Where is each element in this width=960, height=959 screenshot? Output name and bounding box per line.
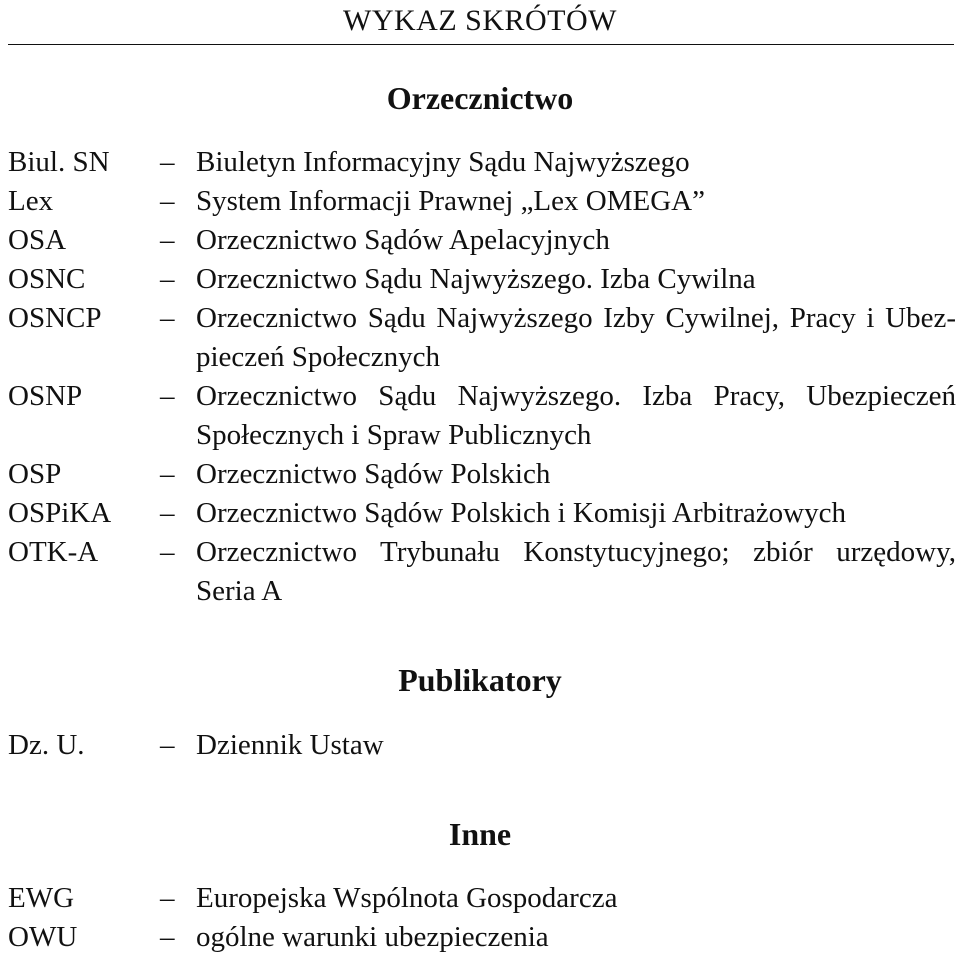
definition [196, 299, 956, 377]
abbreviation: OSNP [8, 380, 83, 412]
abbreviation-entry [0, 377, 960, 455]
abbreviation-entry [0, 299, 960, 377]
definition-line: Biuletyn Informacyjny Sądu Najwyższego [196, 146, 690, 178]
dash: – [160, 263, 175, 295]
abbreviation-entry [0, 879, 960, 918]
definition-line: Orzecznictwo Sądu Najwyższego Izby Cywilnej, Pracy i Ubez- [196, 302, 956, 334]
dash: – [160, 536, 175, 568]
definition [196, 494, 956, 533]
dash: – [160, 882, 175, 914]
definition-line: Orzecznictwo Sądów Apelacyjnych [196, 224, 610, 256]
definition [196, 221, 956, 260]
abbreviation-entry [0, 726, 960, 765]
definition-line: Orzecznictwo Sądów Polskich i Komisji Arbitrażowych [196, 497, 846, 529]
dash: – [160, 729, 175, 761]
abbreviation: Dz. U. [8, 729, 85, 761]
abbreviation: OWU [8, 921, 78, 953]
definition-line: ogólne warunki ubezpieczenia [196, 921, 549, 953]
definition-line: Orzecznictwo Trybunału Konstytucyjnego; zbiór urzędowy, [196, 536, 956, 568]
abbreviation-entry [0, 533, 960, 611]
abbreviation: OTK-A [8, 536, 99, 568]
section-heading-publikatory: Publikatory [398, 662, 562, 698]
dash: – [160, 458, 175, 490]
dash: – [160, 380, 175, 412]
abbreviation-entry [0, 221, 960, 260]
definition-line: Orzecznictwo Sądów Polskich [196, 458, 551, 490]
abbreviation: OSA [8, 224, 67, 256]
definition [196, 377, 956, 455]
definition [196, 260, 956, 299]
abbreviation: Lex [8, 185, 54, 217]
section-list-publikatory [0, 726, 960, 765]
abbreviation-entry [0, 182, 960, 221]
definition [196, 879, 956, 918]
abbreviation-entry [0, 918, 960, 957]
dash: – [160, 146, 175, 178]
definition-line: Europejska Wspólnota Gospodarcza [196, 882, 618, 914]
abbreviation: Biul. SN [8, 146, 110, 178]
section-list-inne [0, 879, 960, 957]
dash: – [160, 302, 175, 334]
abbreviation: OSPiKA [8, 497, 112, 529]
definition-line: Seria A [196, 575, 283, 607]
abbreviation: OSNCP [8, 302, 102, 334]
definition [196, 143, 956, 182]
abbreviation-entry [0, 260, 960, 299]
abbreviation: OSP [8, 458, 62, 490]
header-rule [8, 44, 954, 45]
definition-line: pieczeń Społecznych [196, 341, 440, 373]
dash: – [160, 224, 175, 256]
definition-line: Orzecznictwo Sądu Najwyższego. Izba Cywilna [196, 263, 756, 295]
section-heading-orzecznictwo: Orzecznictwo [386, 80, 574, 116]
abbreviation-entry [0, 494, 960, 533]
section-heading-inne: Inne [448, 816, 512, 852]
abbreviation: EWG [8, 882, 75, 914]
abbreviation-entry [0, 455, 960, 494]
definition [196, 182, 956, 221]
definition [196, 918, 956, 957]
definition-line: Orzecznictwo Sądu Najwyższego. Izba Pracy, Ubezpieczeń [196, 380, 956, 412]
definition [196, 726, 956, 765]
running-head: WYKAZ SKRÓTÓW [343, 4, 617, 37]
dash: – [160, 497, 175, 529]
dash: – [160, 921, 175, 953]
abbreviation: OSNC [8, 263, 86, 295]
dash: – [160, 185, 175, 217]
definition-line: Społecznych i Spraw Publicznych [196, 419, 592, 451]
definition-line: Dziennik Ustaw [196, 729, 384, 761]
definition-line: System Informacji Prawnej „Lex OMEGA” [196, 185, 705, 217]
section-list-orzecznictwo [0, 143, 960, 611]
definition [196, 533, 956, 611]
abbreviation-entry [0, 143, 960, 182]
definition [196, 455, 956, 494]
